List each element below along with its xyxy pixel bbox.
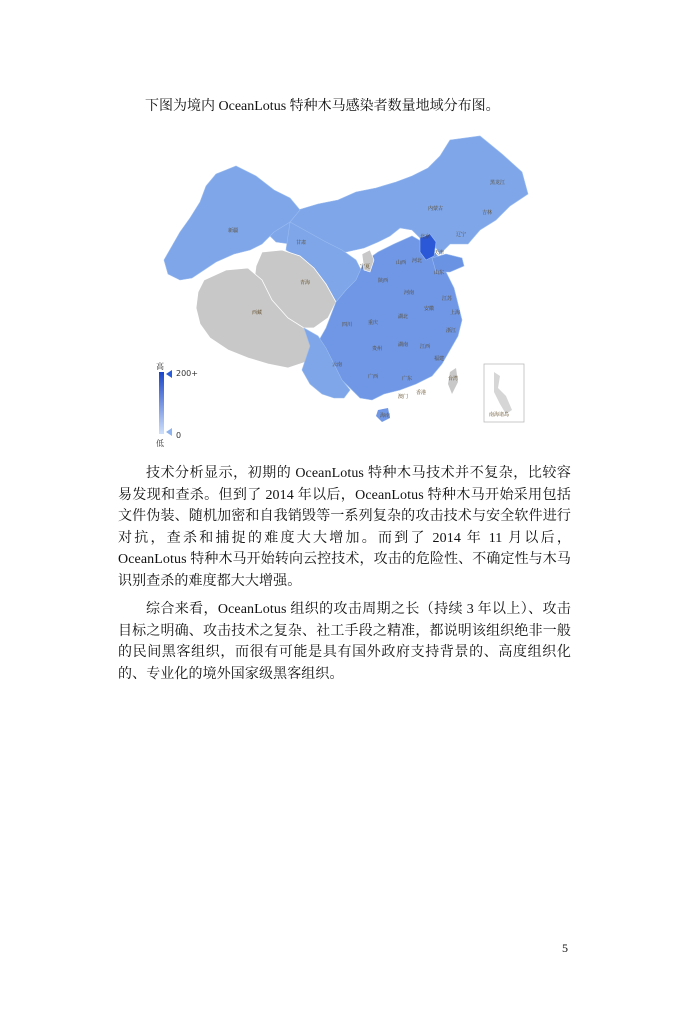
paragraph-conclusion: 综合来看，OceanLotus 组织的攻击周期之长（持续 3 年以上）、攻击目标之明确、攻击技术之复杂、社工手段之精准，都说明该组织绝非一般的民间黑客组织，而很有可能是具有国外政府支持背景的、高度组织化的、专业化的境外国家级黑客组织。: [118, 602, 571, 682]
label-hainan: 海南: [380, 413, 391, 419]
label-guizhou: 贵州: [372, 346, 383, 352]
figure-intro-text: 下图为境内 OceanLotus 特种木马感染者数量地域分布图。: [145, 99, 500, 114]
label-shanghai: 上海: [450, 310, 461, 316]
legend-gradient-bar: [159, 372, 164, 434]
label-shanxi: 山西: [396, 260, 407, 266]
legend-low-label: 低: [156, 439, 164, 448]
label-heilongjiang: 黑龙江: [490, 180, 506, 186]
label-ningxia: 宁夏: [360, 264, 371, 270]
label-xizang: 西藏: [252, 310, 263, 316]
label-shandong: 山东: [434, 270, 445, 276]
label-yunnan: 云南: [332, 362, 343, 368]
label-qinghai: 青海: [300, 280, 311, 286]
label-xinjiang: 新疆: [228, 228, 239, 234]
label-hebei: 河北: [412, 258, 423, 264]
label-tianjin: 天津: [434, 250, 445, 256]
label-nanhai: 南海诸岛: [489, 412, 510, 418]
legend-bottom-handle-icon: [166, 428, 172, 436]
label-hubei: 湖北: [398, 314, 409, 320]
label-shaanxi: 陕西: [378, 278, 389, 284]
label-jiangxi: 江西: [420, 344, 431, 350]
china-infection-map: [150, 132, 530, 452]
label-fujian: 福建: [434, 356, 445, 362]
label-gansu: 甘肃: [296, 240, 307, 246]
label-beijing: 北京: [420, 234, 431, 240]
label-jilin: 吉林: [482, 210, 493, 216]
label-chongqing: 重庆: [368, 320, 379, 326]
paragraph-technical-analysis: 技术分析显示，初期的 OceanLotus 特种木马技术并不复杂，比较容易发现和查杀。但到了 2014 年以后，OceanLotus 特种木马开始采用包括文件伪装、随机加密和自我销毁等一系列复杂的攻击技术与安全软件进行对抗，查杀和捕捉的难度大大增加。而到了 2014 年 11 月以后，OceanLotus 特种木马开始转向云控技术，攻击的危险性、不确定性与木马识别查杀的难度都大大增强。: [118, 466, 571, 589]
label-anhui: 安徽: [424, 306, 435, 312]
label-aomen: 澳门: [398, 394, 409, 400]
page-number: 5: [562, 941, 568, 955]
legend-high-label: 高: [156, 362, 164, 371]
label-neimenggu: 内蒙古: [428, 206, 444, 212]
label-guangxi: 广西: [368, 374, 379, 380]
legend-min-value: 0: [176, 431, 182, 440]
label-xianggang: 香港: [416, 390, 427, 396]
label-taiwan: 台湾: [448, 376, 459, 382]
label-hunan: 湖南: [398, 342, 409, 348]
label-guangdong: 广东: [402, 376, 413, 382]
legend: [156, 361, 198, 448]
label-jiangsu: 江苏: [442, 296, 453, 302]
label-henan: 河南: [404, 290, 415, 296]
legend-max-value: 200+: [176, 369, 198, 378]
legend-top-handle-icon: [166, 370, 172, 378]
label-liaoning: 辽宁: [456, 232, 467, 238]
label-sichuan: 四川: [342, 322, 353, 328]
label-zhejiang: 浙江: [446, 328, 457, 334]
